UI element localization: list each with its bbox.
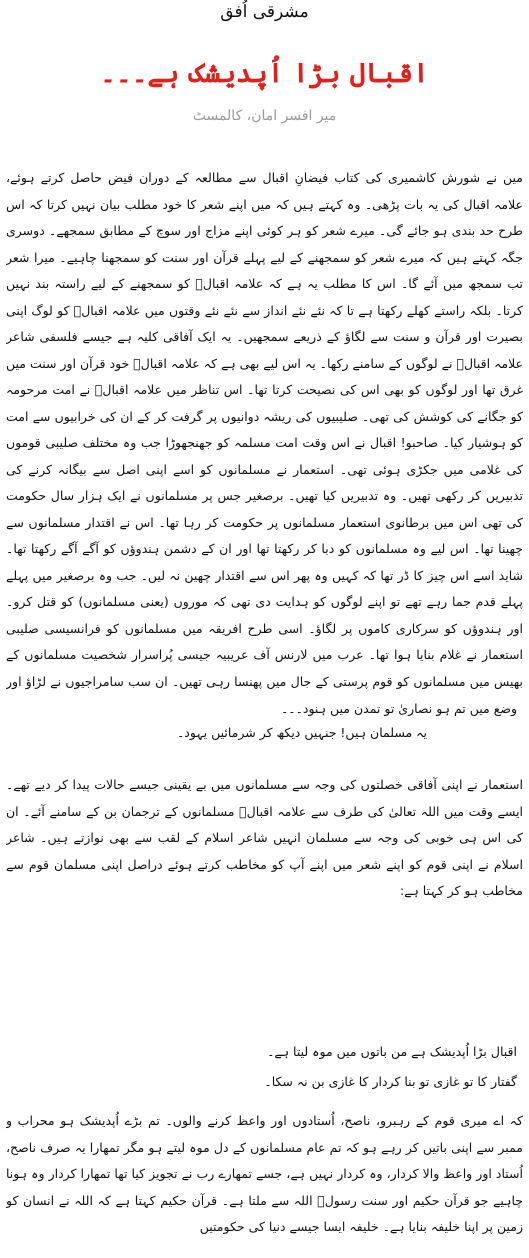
author-byline: میر افسر امان، کالمسٹ <box>192 108 337 124</box>
verse-2-line-1: اقبال بڑا اُپدیشک ہے من باتوں میں موہ لیتا ہے۔ <box>267 1044 517 1059</box>
verse-1-line-2: یہ مسلمان ہیں! جنہیں دیکھ کر شرمائیں یہود۔ <box>176 725 427 740</box>
article-paragraph-3: کہ اے میری قوم کے رہبرو، ناصح، اُستادوں اور واعظ کرنے والوں۔ تم بڑے اُپدیشک ہو محراب و ممبر سے اپنی باتیں کر رہے ہو کہ تم عام مسلمانوں کے دل موہ لیتے ہو مگر تمھارا یہ صرف ناصح، اُستاد اور واعظ والا کردار، وہ کردار نہیں ہے، جسے تمھارے رب نے تجویز کیا تھا تمھارا کردار وہ ہونا چاہیے جو قرآن حکیم اور سنت رسولؐ اللہ سے ملتا ہے۔ قرآن حکیم کہتا ہے کہ اللہ نے انسان کو زمین پر اپنا خلیفہ بنایا ہے۔ خلیفہ ایسا جیسے دنیا کی حکومتیں <box>6 1113 523 1234</box>
article-title: اقبال بڑا اُپدیشک ہے۔۔۔ <box>100 58 429 89</box>
verse-couplet-2 <box>264 1037 517 1097</box>
article-paragraph-2: استعمار نے اپنی آفاقی خصلتوں کی وجہ سے مسلمانوں میں بے یقینی جیسے حالات پیدا کر دیے تھے۔ ایسے وقت میں اللہ تعالیٰ کی طرف سے علامہ اقبالؒ مسلمانوں کے ترجمان بن کے سامنے آئے۔ ان کی اس ہی خوبی کی وجہ سے مسلمان انہیں شاعر اسلام کے لقب سے بھی نوازتے ہیں۔ شاعر اسلام نے اپنی قوم کو اپنے شعر میں اپنے آپ کو مخاطب کرتے ہوئے دراصل اپنی مسلمان قوم سے مخاطب ہو کر کہتا ہے: <box>6 777 523 898</box>
verse-2-line-2: گفتار کا تو غازی تو بنا کردار کا غازی بن نہ سکا۔ <box>264 1074 517 1089</box>
section-heading: مشرقی اُفق <box>220 2 309 22</box>
verse-couplet-1 <box>177 697 517 745</box>
verse-1-line-1: وضع میں تم ہو نصاریٰ تو تمدن میں ہنود۔۔۔ <box>280 701 517 716</box>
article-paragraph-1: میں نے شورش کاشمیری کی کتاب فیضانِ اقبال سے مطالعہ کے دوران فیض حاصل کرتے ہوئے، علامہ اقبال کی یہ بات پڑھی۔ وہ کہتے ہیں کہ میں اپنے شعر کا خود مطلب بیان نہیں کرتا کہ اس طرح حد بندی ہو جائے گی۔ میرے شعر کو ہر کوئی اپنے مزاج اور سوچ کے مطابق سمجھے۔ دوسری جگہ کہتے ہیں کہ میرے شعر کو سمجھنے کے لیے پہلے قرآن اور سنت کو سمجھنا چاہیے۔ میرا شعر تب سمجھ میں آئے گا۔ اس کا مطلب یہ ہے کہ علامہ اقبالؒ کو سمجھنے کے لیے راستہ بند نہیں کرتا۔ بلکہ راستے کھلے رکھتا ہے تا کہ نئے نئے انداز سے نئے نئے وقتوں میں علامہ اقبالؒ کو لوگ اپنی بصیرت اور قرآن و سنت سے لگاؤ کے ذریعے سمجھیں۔ یہ ایک آفاقی کلیہ ہے جیسے فلسفی شاعر علامہ اقبالؒ نے لوگوں کے سامنے رکھا۔ یہ اس لیے بھی ہے کہ علامہ اقبالؒ خود قرآن اور سنت میں غرق تھا اور لوگوں کو بھی اس کی نصیحت کرتا تھا۔ اس تناظر میں علامہ اقبالؒ نے امت مرحومہ کو جگانے کی کوشش کی تھی۔ صلیبیوں کی ریشہ دوانیوں پر گرفت کر کے ان کی خرابیوں سے امت کو ہوشیار کیا۔ صاحبو! اقبال نے اس وقت امت مسلمہ کو جھنجھوڑا جب وہ مختلف صلیبی قوموں کی غلامی میں جکڑی ہوئی تھی۔ استعمار نے مسلمانوں کو اسے اپنی اصل سے بیگانہ کرنے کی تدبیریں کر رکھی تھیں۔ وہ تدبیریں کیا تھیں۔ برصغیر جس پر مسلمانوں نے ایک ہزار سال حکومت کی تھی اس میں برطانوی استعمار مسلمانوں پر حکومت کر رہا تھا۔ اس نے اقتدار مسلمانوں سے چھینا تھا۔ اس لیے وہ مسلمانوں کو دبا کر رکھتا تھا اور ان کے دشمن ہندوؤں کو آگے آگے رکھتا تھا۔ شاید اسے اس چیز کا ڈر تھا کہ کہیں وہ پھر اس سے اقتدار چھین نہ لیں۔ جب وہ برصغیر میں پہلے پہلے قدم جما رہے تھے تو اپنے لوگوں کو ہدایت دی تھی کہ موروں (یعنی مسلمانوں) کو قتل کرو۔ اور ہندوؤں کو سرکاری کاموں پر لگاؤ۔ اسی طرح افریقہ میں مسلمانوں کو فرانسیسی صلیبی استعمار نے غلام بنایا ہوا تھا۔ عرب میں لارنس آف عریبیہ جیسی پُراسرار شخصیت مسلمانوں کے بھیس میں مسلمانوں کو قوم پرستی کے جال میں پھنسا رہی تھیں۔ ان سب سامراجیوں نے لڑاؤ اور <box>6 170 523 689</box>
